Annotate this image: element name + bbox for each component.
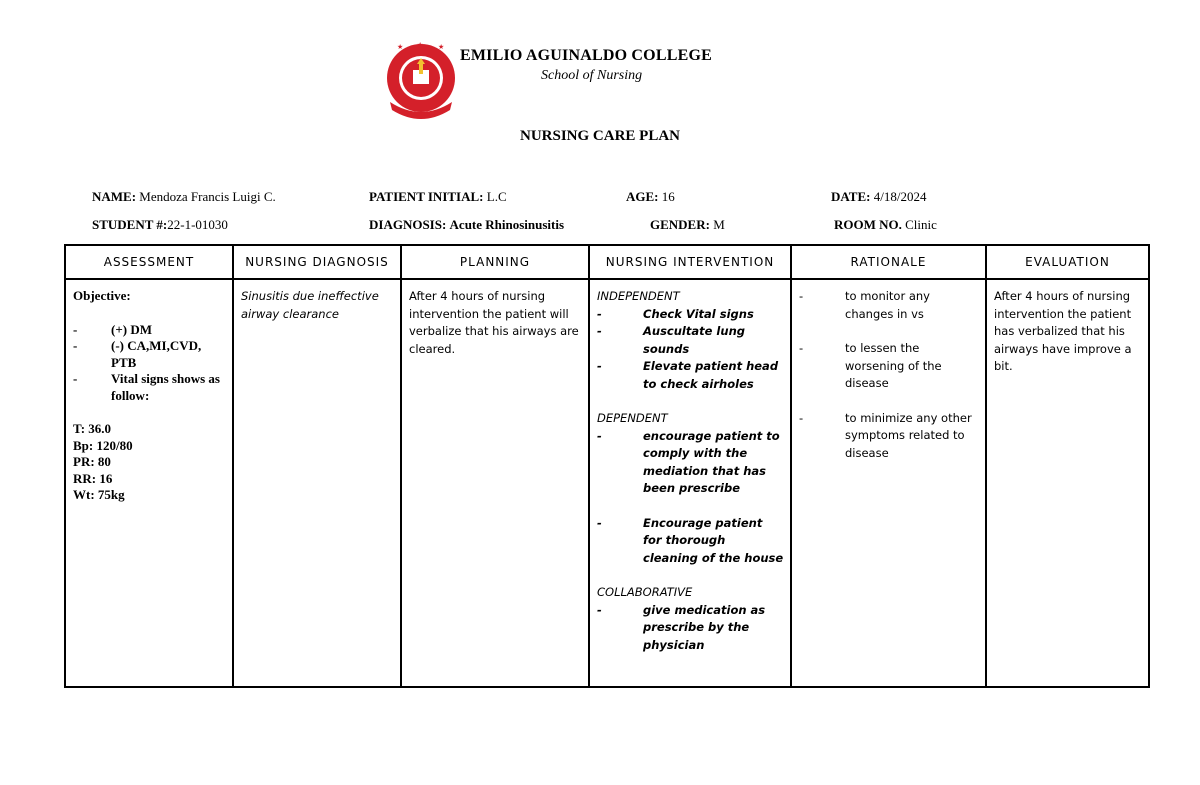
intervention-cell: [589, 279, 791, 687]
student-number-field: [92, 217, 228, 233]
list-item: - Encourage patient for thorough cleaning of the house: [597, 515, 784, 565]
document-title: NURSING CARE PLAN: [519, 128, 680, 144]
assessment-cell: [65, 279, 233, 687]
planning-cell: After 4 hours of nursing intervention the patient will verbalize that his airways are cleared.: [401, 279, 589, 687]
vital-wt: Wt: 75kg: [73, 487, 125, 502]
assessment-item: Vital signs shows as follow:: [111, 371, 220, 403]
age-field: [626, 189, 675, 205]
header-assessment: ASSESSMENT: [65, 245, 233, 279]
age-value: 16: [661, 189, 675, 204]
intervention-item: Check Vital signs: [643, 306, 754, 321]
nursing-diagnosis-cell: Sinusitis due ineffective airway clearance: [233, 279, 401, 687]
intervention-item: give medication as prescribe by the physician: [643, 602, 766, 652]
list-item: - encourage patient to comply with the mediation that has been prescribe: [597, 428, 780, 495]
list-item: - (+) DM: [73, 321, 152, 337]
dependent-list: [597, 428, 784, 568]
list-item: - give medication as prescribe by the physician: [597, 602, 766, 652]
assessment-list: [73, 322, 226, 405]
collaborative-list: [597, 602, 784, 655]
intervention-item: Encourage patient for thorough cleaning of the house: [643, 515, 784, 565]
svg-text:★: ★: [417, 41, 424, 49]
list-item: - (-) CA,MI,CVD, PTB: [73, 338, 202, 370]
table-row: [65, 279, 1149, 687]
list-item: - to minimize any other symptoms related to disease: [799, 410, 972, 460]
list-item: - Elevate patient head to check airholes: [597, 359, 779, 391]
age-label: AGE:: [626, 189, 659, 204]
independent-label: INDEPENDENT: [597, 289, 680, 303]
room-value: Clinic: [905, 217, 937, 232]
evaluation-cell: After 4 hours of nursing intervention the patient has verbalized that his airways have improve a bit.: [986, 279, 1149, 687]
patient-initial-label: PATIENT INITIAL:: [369, 189, 484, 204]
room-label: ROOM NO.: [834, 217, 902, 232]
rationale-list: [799, 288, 979, 462]
student-number-label: STUDENT #:: [92, 217, 168, 232]
room-field: [834, 217, 937, 233]
header-rationale: RATIONALE: [791, 245, 986, 279]
table-header-row: [65, 245, 1149, 279]
name-label: NAME:: [92, 189, 137, 204]
vital-temp: T: 36.0: [73, 421, 112, 436]
dependent-label: DEPENDENT: [597, 411, 668, 425]
vital-bp: Bp: 120/80: [73, 437, 133, 453]
name-value: Mendoza Francis Luigi C.: [139, 189, 276, 204]
date-value: 4/18/2024: [873, 189, 927, 204]
assessment-item: (-) CA,MI,CVD, PTB: [111, 338, 202, 370]
rationale-item: to monitor any changes in vs: [845, 289, 930, 321]
list-item: - to monitor any changes in vs: [799, 289, 930, 321]
list-item: - Auscultate lung sounds: [597, 324, 745, 356]
rationale-item: to minimize any other symptoms related to disease: [845, 410, 972, 460]
list-item: - Vital signs shows as follow:: [73, 371, 220, 403]
intervention-item: Auscultate lung sounds: [643, 324, 745, 356]
college-logo: [380, 40, 462, 122]
header-planning: PLANNING: [401, 245, 589, 279]
header-nursing-diagnosis: NURSING DIAGNOSIS: [233, 245, 401, 279]
list-item: - to lessen the worsening of the disease: [799, 341, 942, 390]
header-evaluation: EVALUATION: [986, 245, 1149, 279]
student-name-field: [92, 189, 276, 205]
college-name: EMILIO AGUINALDO COLLEGE: [460, 47, 712, 64]
student-number-value: 22-1-01030: [167, 217, 228, 232]
patient-initial-field: [369, 189, 507, 205]
rationale-cell: [791, 279, 986, 687]
patient-initial-value: L.C: [486, 189, 507, 204]
school-name: School of Nursing: [541, 68, 643, 83]
rationale-item: to lessen the worsening of the disease: [845, 341, 942, 390]
gender-value: M: [713, 217, 725, 232]
vital-pr: PR: 80: [73, 454, 111, 469]
gender-label: GENDER:: [650, 217, 710, 232]
diagnosis-value: Acute Rhinosinusitis: [449, 217, 565, 232]
gender-field: [650, 217, 725, 233]
header-nursing-intervention: NURSING INTERVENTION: [589, 245, 791, 279]
date-label: DATE:: [831, 189, 871, 204]
svg-text:★: ★: [438, 43, 445, 51]
date-field: [831, 189, 926, 205]
care-plan-table: [64, 244, 1150, 688]
diagnosis-label: DIAGNOSIS:: [369, 217, 447, 232]
intervention-item: Elevate patient head to check airholes: [643, 359, 779, 391]
collaborative-label: COLLABORATIVE: [597, 585, 693, 599]
list-item: - Check Vital signs: [597, 306, 754, 321]
assessment-item: (+) DM: [111, 321, 152, 337]
vital-rr: RR: 16: [73, 470, 113, 486]
diagnosis-field: [369, 217, 564, 233]
independent-list: [597, 306, 784, 394]
intervention-item: encourage patient to comply with the mediation that has been prescribe: [643, 428, 780, 495]
svg-text:★: ★: [397, 43, 404, 51]
objective-label: Objective:: [73, 288, 131, 303]
